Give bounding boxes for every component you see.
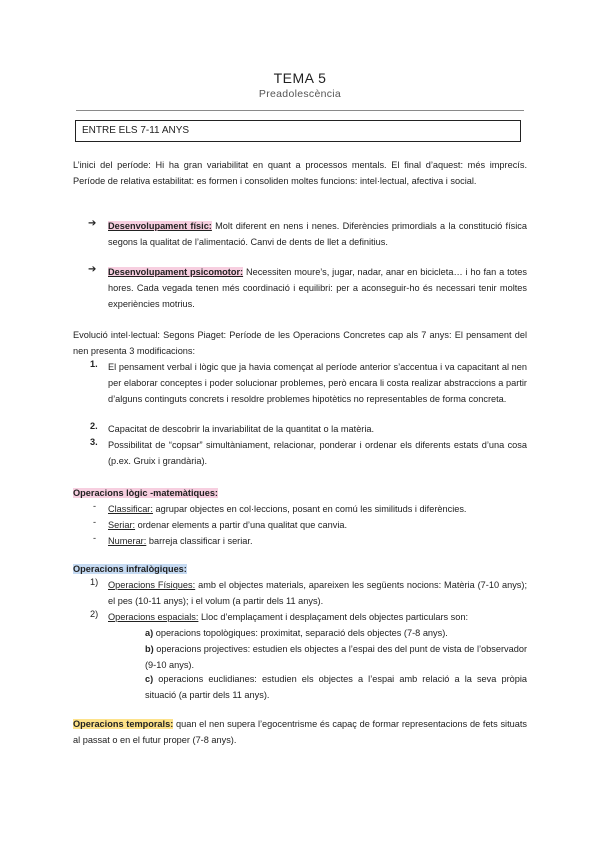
title-divider — [76, 110, 524, 111]
infra-item-text: Lloc d’emplaçament i desplaçament dels objectes particulars son: — [198, 612, 469, 622]
dash-bullet: - — [93, 517, 97, 527]
logic-item-label: Numerar: — [108, 536, 147, 546]
list-number: 2) — [90, 609, 99, 619]
infra-subitem — [145, 641, 527, 673]
sub-text: operacions euclidianes: estudien els objectes a l’espai amb relació a la seva pròpia situació (a partir dels 11 anys). — [145, 674, 527, 700]
logic-item-label: Classificar: — [108, 504, 153, 514]
page-subtitle: Preadolescència — [258, 88, 342, 100]
arrow-right-icon: ➔ — [88, 218, 97, 229]
infra-subitem — [145, 625, 527, 641]
sub-text: operacions projectives: estudien els objectes a l’espai des del punt de vista de l’observador (9-10 anys). — [145, 644, 528, 670]
logic-item-text: agrupar objectes en col·leccions, posant en comú les similituds i diferències. — [152, 504, 467, 514]
arrow-right-icon: ➔ — [88, 264, 97, 275]
arrow-item-label: Desenvolupament psicomotor: — [108, 267, 244, 277]
infra-item-label: Operacions Físiques: — [108, 580, 196, 590]
dash-bullet: - — [93, 533, 97, 543]
section-box: ENTRE ELS 7-11 ANYS — [75, 120, 521, 142]
infra-heading-row — [73, 561, 527, 577]
arrow-item-text: Molt diferent en nens i nenes. Diferències primordials a la constitució física segons la qualitat de l’alimentació. Canvi de dents de llet a definitius. — [108, 221, 527, 247]
arrow-item-label: Desenvolupament físic: — [108, 221, 212, 231]
evolucio-item: Possibilitat de “copsar” simultàniament, relacionar, ponderar i ordenar els diferents estats d’una cosa (p.ex. Gruix i grandària). — [108, 440, 527, 466]
sub-text: operacions topològiques: proximitat, separació dels objectes (7-8 anys). — [153, 628, 448, 638]
temporals-label: Operacions temporals: — [73, 719, 174, 729]
arrow-item-fisic — [108, 218, 527, 250]
logic-item — [108, 533, 527, 549]
logic-heading-row — [73, 485, 527, 501]
list-number: 1) — [90, 577, 99, 587]
sub-letter: c) — [145, 674, 154, 684]
logic-heading: Operacions lògic -matemàtiques: — [73, 488, 218, 498]
logic-item-text: ordenar elements a partir d’una qualitat que canvia. — [135, 520, 348, 530]
page-title: TEMA 5 — [273, 70, 327, 86]
evolucio-item: Capacitat de descobrir la invariabilitat de la quantitat o la matèria. — [108, 424, 375, 434]
infra-heading: Operacions infralògiques: — [73, 564, 187, 574]
temporals-text: quan el nen supera l’egocentrisme és capaç de formar representacions de fets situats al passat o en el futur proper (7-8 anys). — [73, 719, 527, 745]
logic-item — [108, 501, 527, 517]
dash-bullet: - — [93, 501, 97, 511]
infra-item — [108, 577, 527, 609]
list-number: 2. — [90, 421, 98, 431]
logic-item-label: Seriar: — [108, 520, 136, 530]
arrow-item-text: Necessiten moure’s, jugar, nadar, anar en bicicleta… i ho fan a totes hores. Cada vegada tenen més coordinació i equilibri: per a aconseguir-ho és necessari tenir moltes experiències motrius. — [108, 267, 527, 309]
list-number: 1. — [90, 359, 98, 369]
intro-paragraph: L’inici del període: Hi ha gran variabilitat en quant a processos mentals. El final d’aquest: més imprecís. Període de relativa estabilitat: es formen i consoliden moltes funcions: intel·lectual, afectiva i social. — [73, 160, 527, 186]
infra-item — [108, 609, 527, 625]
logic-item-text: barreja classificar i seriar. — [146, 536, 253, 546]
evolucio-intro: Evolució intel·lectual: Segons Piaget: Període de les Operacions Concretes cap als 7 anys: El pensament del nen presenta 3 modificacions: — [73, 330, 527, 356]
infra-item-label: Operacions espacials: — [108, 612, 199, 622]
sub-letter: a) — [145, 628, 154, 638]
temporals-paragraph — [73, 716, 527, 748]
infra-item-text: amb el objectes materials, apareixen les següents nocions: Matèria (7-10 anys); el pes (10-11 anys); i el volum (a partir dels 11 anys). — [108, 580, 527, 606]
infra-subitem — [145, 671, 527, 703]
evolucio-item: El pensament verbal i lògic que ja havia començat al període anterior s’accentua i va capacitant al nen per elaborar conceptes i poder solucionar problemes, però encara li costa realizar abstraccions a partir d’alguns continguts concrets i resoldre problemes hipotètics no representables de forma concreta. — [108, 362, 527, 404]
list-number: 3. — [90, 437, 98, 447]
logic-item — [108, 517, 527, 533]
sub-letter: b) — [145, 644, 154, 654]
arrow-item-psicomotor — [108, 264, 527, 312]
